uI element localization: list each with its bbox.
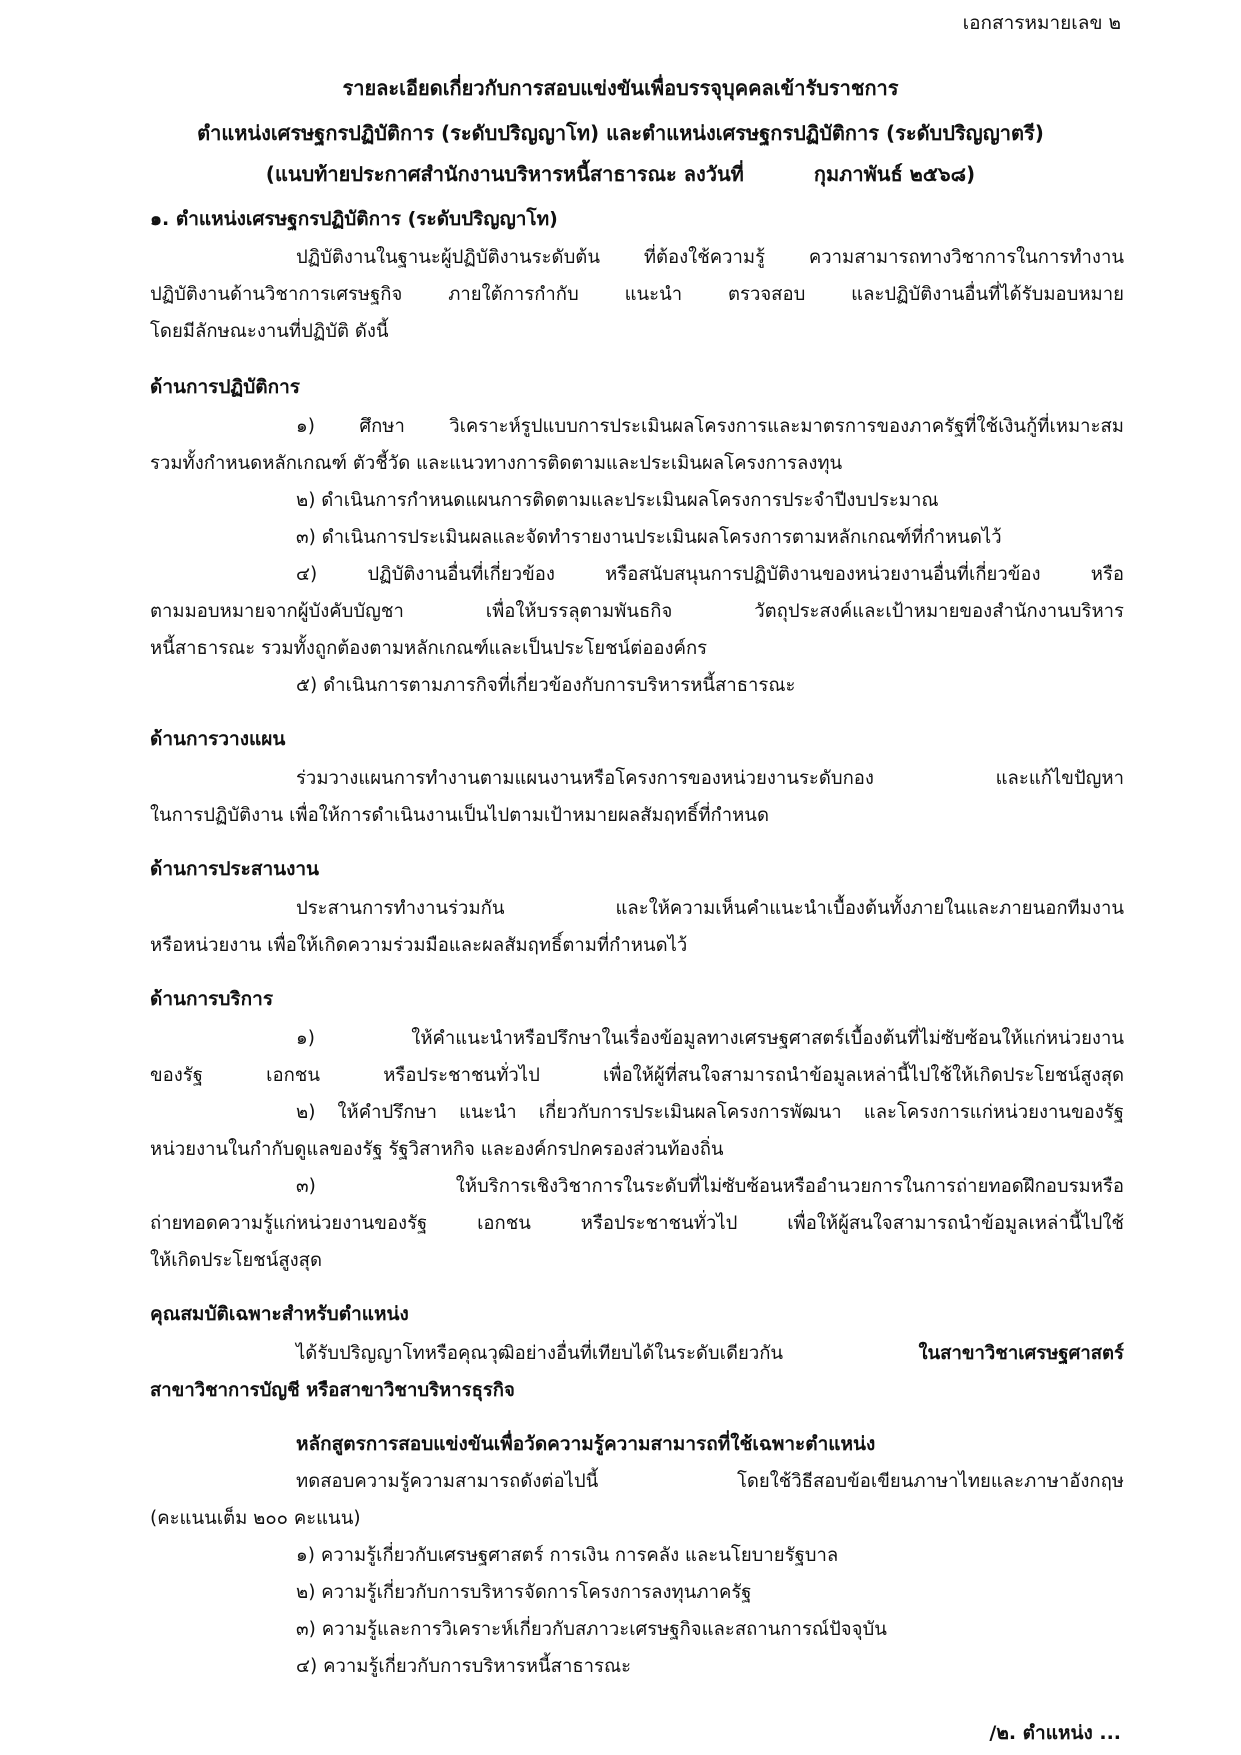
qualification-text: ได้รับปริญญาโทหรือคุณวุฒิอย่างอื่นที่เทียบได้ในระดับเดียวกัน (296, 1343, 784, 1364)
exam-line: (คะแนนเต็ม ๒๐๐ คะแนน) (150, 1508, 361, 1529)
planning-line: ร่วมวางแผนการทำงานตามแผนงานหรือโครงการของหน่วยงานระดับกอง และแก้ไขปัญหา (296, 768, 1124, 789)
intro-line: ปฏิบัติงานด้านวิชาการเศรษฐกิจ ภายใต้การกำกับ แนะนำ ตรวจสอบ และปฏิบัติงานอื่นที่ได้รับมอบหมาย (150, 284, 1124, 305)
operations-line: ๑) ศึกษา วิเคราะห์รูปแบบการประเมินผลโครงการและมาตรการของภาครัฐที่ใช้เงินกู้ที่เหมาะสม (296, 416, 1124, 437)
intro-line: ปฏิบัติงานในฐานะผู้ปฏิบัติงานระดับต้น ที่ต้องใช้ความรู้ ความสามารถทางวิชาการในการทำงาน (296, 247, 1124, 268)
operations-line: ๔) ปฏิบัติงานอื่นที่เกี่ยวข้อง หรือสนับสนุนการปฏิบัติงานของหน่วยงานอื่นที่เกี่ยวข้อง หรือ (296, 564, 1124, 585)
intro-line: โดยมีลักษณะงานที่ปฏิบัติ ดังนี้ (150, 321, 389, 342)
planning-line: ในการปฏิบัติงาน เพื่อให้การดำเนินงานเป็นไปตามเป้าหมายผลสัมฤทธิ์ที่กำหนด (150, 805, 769, 826)
coordination-line: หรือหน่วยงาน เพื่อให้เกิดความร่วมมือและผลสัมฤทธิ์ตามที่กำหนดไว้ (150, 935, 688, 956)
operations-line: ตามมอบหมายจากผู้บังคับบัญชา เพื่อให้บรรลุตามพันธกิจ วัตถุประสงค์และเป้าหมายของสำนักงานบริหาร (150, 601, 1124, 622)
exam-topic: ๑) ความรู้เกี่ยวกับเศรษฐศาสตร์ การเงิน การคลัง และนโยบายรัฐบาล (296, 1545, 839, 1566)
title-line-3-part-a: (แนบท้ายประกาศสำนักงานบริหารหนี้สาธารณะ ลงวันที่ (265, 162, 744, 186)
service-line: ของรัฐ เอกชน หรือประชาชนทั่วไป เพื่อให้ผู้ที่สนใจสามารถนำข้อมูลเหล่านี้ไปใช้ให้เกิดประโยชน์สูงสุด (150, 1065, 1124, 1086)
qualification-field: ในสาขาวิชาเศรษฐศาสตร์ (918, 1343, 1124, 1364)
title-line-3 (0, 158, 1241, 190)
exam-heading: หลักสูตรการสอบแข่งขันเพื่อวัดความรู้ความสามารถที่ใช้เฉพาะตำแหน่ง (296, 1433, 876, 1455)
qualification-line-2: สาขาวิชาการบัญชี หรือสาขาวิชาบริหารธุรกิจ (150, 1380, 515, 1401)
planning-heading: ด้านการวางแผน (150, 728, 286, 750)
service-line: ๑) ให้คำแนะนำหรือปรึกษาในเรื่องข้อมูลทางเศรษฐศาสตร์เบื้องต้นที่ไม่ซับซ้อนให้แก่หน่วยงาน (296, 1028, 1124, 1049)
coordination-heading: ด้านการประสานงาน (150, 858, 320, 880)
operations-line: ๓) ดำเนินการประเมินผลและจัดทำรายงานประเมินผลโครงการตามหลักเกณฑ์ที่กำหนดไว้ (296, 527, 1002, 548)
operations-line: หนี้สาธารณะ รวมทั้งถูกต้องตามหลักเกณฑ์และเป็นประโยชน์ต่อองค์กร (150, 638, 708, 659)
service-line: ถ่ายทอดความรู้แก่หน่วยงานของรัฐ เอกชน หรือประชาชนทั่วไป เพื่อให้ผู้สนใจสามารถนำข้อมูลเหล่านี้ไปใช้ (150, 1213, 1124, 1234)
service-line: ให้เกิดประโยชน์สูงสุด (150, 1250, 322, 1271)
service-line: ๒) ให้คำปรึกษา แนะนำ เกี่ยวกับการประเมินผลโครงการพัฒนา และโครงการแก่หน่วยงานของรัฐ (296, 1102, 1124, 1123)
operations-line: ๕) ดำเนินการตามภารกิจที่เกี่ยวข้องกับการบริหารหนี้สาธารณะ (296, 675, 796, 696)
service-heading: ด้านการบริการ (150, 988, 274, 1010)
exam-topic: ๓) ความรู้และการวิเคราะห์เกี่ยวกับสภาวะเศรษฐกิจและสถานการณ์ปัจจุบัน (296, 1619, 887, 1640)
exam-topic: ๔) ความรู้เกี่ยวกับการบริหารหนี้สาธารณะ (296, 1656, 632, 1677)
service-line: ๓) ให้บริการเชิงวิชาการในระดับที่ไม่ซับซ้อนหรืออำนวยการในการถ่ายทอดฝึกอบรมหรือ (296, 1176, 1124, 1197)
qualification-heading: คุณสมบัติเฉพาะสำหรับตำแหน่ง (150, 1303, 409, 1325)
qualification-line-1 (296, 1341, 1124, 1367)
exam-line: ทดสอบความรู้ความสามารถดังต่อไปนี้ โดยใช้วิธีสอบข้อเขียนภาษาไทยและภาษาอังกฤษ (296, 1471, 1124, 1492)
section-1-heading: ๑. ตำแหน่งเศรษฐกรปฏิบัติการ (ระดับปริญญาโท) (150, 208, 558, 230)
exam-topic: ๒) ความรู้เกี่ยวกับการบริหารจัดการโครงการลงทุนภาครัฐ (296, 1582, 752, 1603)
title-line-3-part-b: กุมภาพันธ์ ๒๕๖๘) (813, 162, 976, 186)
service-line: หน่วยงานในกำกับดูแลของรัฐ รัฐวิสาหกิจ และองค์กรปกครองส่วนท้องถิ่น (150, 1139, 724, 1160)
continuation-note: /๒. ตำแหน่ง ... (989, 1722, 1121, 1744)
title-line-1: รายละเอียดเกี่ยวกับการสอบแข่งขันเพื่อบรรจุบุคคลเข้ารับราชการ (342, 76, 899, 100)
document-number: เอกสารหมายเลข ๒ (962, 12, 1121, 34)
coordination-line: ประสานการทำงานร่วมกัน และให้ความเห็นคำแนะนำเบื้องต้นทั้งภายในและภายนอกทีมงาน (296, 898, 1124, 919)
operations-line: ๒) ดำเนินการกำหนดแผนการติดตามและประเมินผลโครงการประจำปีงบประมาณ (296, 490, 939, 511)
operations-heading: ด้านการปฏิบัติการ (150, 376, 300, 398)
operations-line: รวมทั้งกำหนดหลักเกณฑ์ ตัวชี้วัด และแนวทางการติดตามและประเมินผลโครงการลงทุน (150, 453, 843, 474)
title-line-2: ตำแหน่งเศรษฐกรปฏิบัติการ (ระดับปริญญาโท) และตำแหน่งเศรษฐกรปฏิบัติการ (ระดับปริญญาตรี) (197, 121, 1044, 145)
